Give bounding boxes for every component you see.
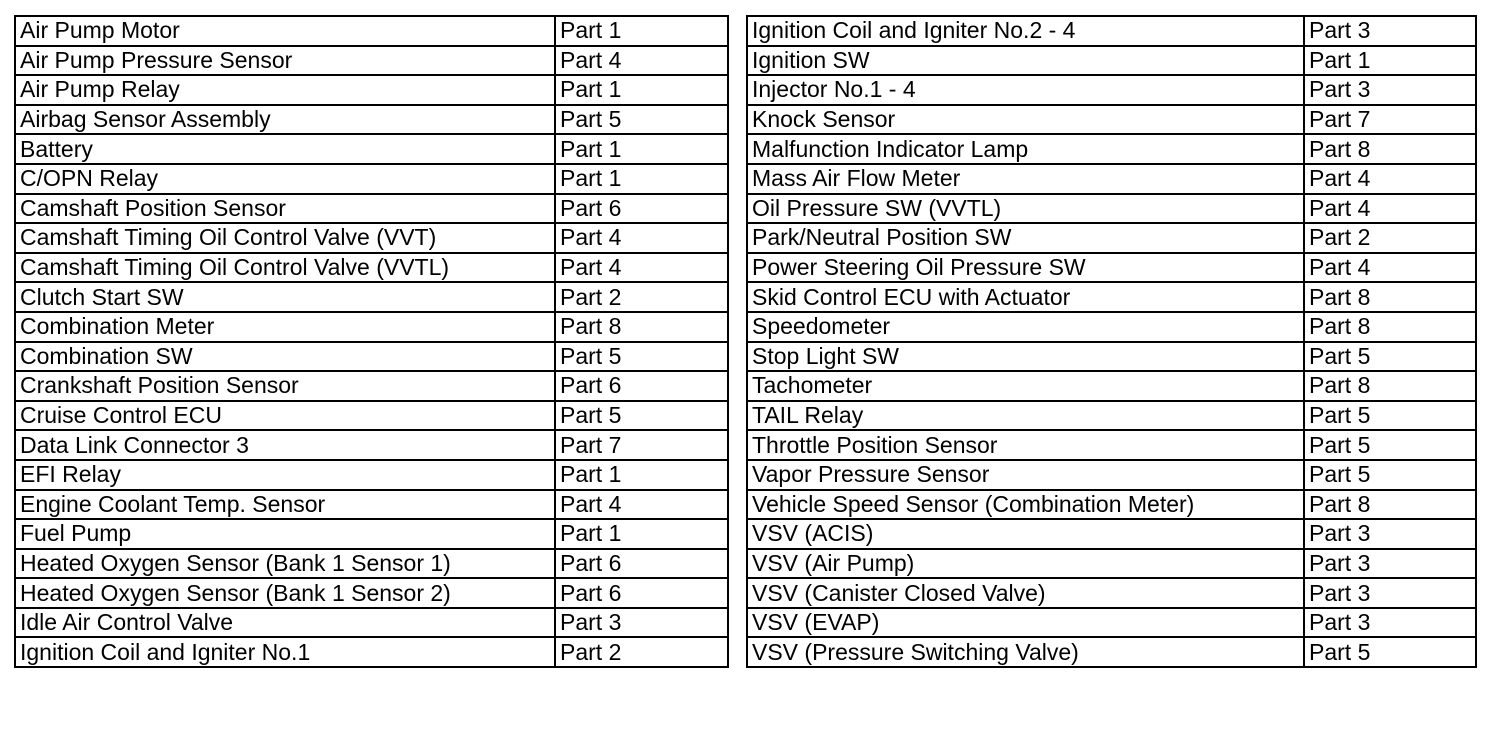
table-row [747,371,1476,401]
part-reference-cell: Part 5 [555,401,728,431]
table-row [15,578,728,608]
table-row [747,134,1476,164]
component-name-cell: Ignition Coil and Igniter No.2 - 4 [747,16,1304,46]
part-reference-cell: Part 1 [555,75,728,105]
component-name-cell: C/OPN Relay [15,164,555,194]
table-row [15,164,728,194]
component-name-cell: Combination SW [15,342,555,372]
table-row [747,223,1476,253]
part-reference-cell: Part 5 [1304,637,1476,667]
component-name-cell: VSV (Pressure Switching Valve) [747,637,1304,667]
table-row [747,105,1476,135]
table-row [747,401,1476,431]
component-name-cell: Tachometer [747,371,1304,401]
table-row [747,75,1476,105]
component-name-cell: EFI Relay [15,460,555,490]
component-name-cell: Heated Oxygen Sensor (Bank 1 Sensor 2) [15,578,555,608]
component-name-cell: Data Link Connector 3 [15,430,555,460]
part-reference-cell: Part 4 [1304,164,1476,194]
part-reference-cell: Part 3 [1304,549,1476,579]
part-reference-cell: Part 7 [555,430,728,460]
component-name-cell: VSV (Air Pump) [747,549,1304,579]
table-row [747,490,1476,520]
part-reference-cell: Part 4 [555,223,728,253]
table-row [15,401,728,431]
table-row [15,430,728,460]
table-row [747,16,1476,46]
part-reference-cell: Part 5 [555,342,728,372]
table-row [15,490,728,520]
table-row [747,430,1476,460]
component-name-cell: Knock Sensor [747,105,1304,135]
part-reference-cell: Part 2 [555,637,728,667]
part-reference-cell: Part 6 [555,578,728,608]
table-row [15,549,728,579]
component-name-cell: Camshaft Timing Oil Control Valve (VVTL) [15,253,555,283]
component-index-table-right [746,15,1477,668]
part-reference-cell: Part 5 [1304,460,1476,490]
table-row [15,282,728,312]
table-row [747,253,1476,283]
part-reference-cell: Part 1 [555,164,728,194]
part-reference-cell: Part 4 [555,490,728,520]
table-row [15,253,728,283]
part-reference-cell: Part 2 [555,282,728,312]
table-row [15,637,728,667]
table-row [15,134,728,164]
table-row [747,549,1476,579]
table-row [15,460,728,490]
part-reference-cell: Part 6 [555,549,728,579]
part-reference-cell: Part 4 [1304,194,1476,224]
table-row [15,75,728,105]
component-name-cell: Air Pump Motor [15,16,555,46]
part-reference-cell: Part 8 [1304,490,1476,520]
part-reference-cell: Part 4 [555,253,728,283]
component-name-cell: Battery [15,134,555,164]
part-reference-cell: Part 8 [1304,282,1476,312]
part-reference-cell: Part 8 [1304,371,1476,401]
component-name-cell: Ignition SW [747,46,1304,76]
component-name-cell: Idle Air Control Valve [15,608,555,638]
component-name-cell: VSV (EVAP) [747,608,1304,638]
component-name-cell: TAIL Relay [747,401,1304,431]
part-reference-cell: Part 6 [555,194,728,224]
table-row [15,519,728,549]
table-row [15,105,728,135]
table-row [15,342,728,372]
component-name-cell: Airbag Sensor Assembly [15,105,555,135]
part-reference-cell: Part 8 [1304,134,1476,164]
part-reference-cell: Part 5 [555,105,728,135]
component-name-cell: Power Steering Oil Pressure SW [747,253,1304,283]
table-row [747,637,1476,667]
table-row [747,46,1476,76]
table-row [747,164,1476,194]
part-reference-cell: Part 4 [1304,253,1476,283]
part-reference-cell: Part 5 [1304,342,1476,372]
component-name-cell: Stop Light SW [747,342,1304,372]
part-reference-cell: Part 2 [1304,223,1476,253]
component-name-cell: Clutch Start SW [15,282,555,312]
part-reference-cell: Part 1 [1304,46,1476,76]
component-name-cell: Oil Pressure SW (VVTL) [747,194,1304,224]
part-reference-cell: Part 3 [1304,578,1476,608]
component-name-cell: Park/Neutral Position SW [747,223,1304,253]
part-reference-cell: Part 3 [1304,16,1476,46]
component-name-cell: Camshaft Timing Oil Control Valve (VVT) [15,223,555,253]
component-name-cell: Vehicle Speed Sensor (Combination Meter) [747,490,1304,520]
component-name-cell: Malfunction Indicator Lamp [747,134,1304,164]
component-name-cell: VSV (ACIS) [747,519,1304,549]
table-row [15,312,728,342]
table-row [15,371,728,401]
table-row [747,460,1476,490]
part-reference-cell: Part 3 [1304,608,1476,638]
part-reference-cell: Part 1 [555,134,728,164]
part-reference-cell: Part 1 [555,460,728,490]
table-row [747,342,1476,372]
component-name-cell: VSV (Canister Closed Valve) [747,578,1304,608]
part-reference-cell: Part 8 [555,312,728,342]
component-name-cell: Combination Meter [15,312,555,342]
component-name-cell: Air Pump Pressure Sensor [15,46,555,76]
table-row [15,16,728,46]
component-name-cell: Injector No.1 - 4 [747,75,1304,105]
component-name-cell: Air Pump Relay [15,75,555,105]
component-name-cell: Cruise Control ECU [15,401,555,431]
table-row [15,608,728,638]
component-index-table-left [14,15,729,668]
part-reference-cell: Part 1 [555,519,728,549]
component-name-cell: Speedometer [747,312,1304,342]
part-reference-cell: Part 8 [1304,312,1476,342]
component-name-cell: Camshaft Position Sensor [15,194,555,224]
part-reference-cell: Part 7 [1304,105,1476,135]
table-row [747,194,1476,224]
table-row [747,312,1476,342]
part-reference-cell: Part 5 [1304,430,1476,460]
component-name-cell: Heated Oxygen Sensor (Bank 1 Sensor 1) [15,549,555,579]
part-reference-cell: Part 1 [555,16,728,46]
component-name-cell: Throttle Position Sensor [747,430,1304,460]
table-row [15,223,728,253]
part-reference-cell: Part 4 [555,46,728,76]
table-row [747,519,1476,549]
component-name-cell: Engine Coolant Temp. Sensor [15,490,555,520]
component-name-cell: Vapor Pressure Sensor [747,460,1304,490]
component-name-cell: Mass Air Flow Meter [747,164,1304,194]
table-row [15,194,728,224]
component-name-cell: Crankshaft Position Sensor [15,371,555,401]
table-row [747,578,1476,608]
part-reference-cell: Part 3 [1304,75,1476,105]
part-reference-cell: Part 3 [555,608,728,638]
table-row [15,46,728,76]
component-name-cell: Ignition Coil and Igniter No.1 [15,637,555,667]
part-reference-cell: Part 6 [555,371,728,401]
table-row [747,608,1476,638]
component-name-cell: Fuel Pump [15,519,555,549]
component-name-cell: Skid Control ECU with Actuator [747,282,1304,312]
part-reference-cell: Part 3 [1304,519,1476,549]
part-reference-cell: Part 5 [1304,401,1476,431]
table-row [747,282,1476,312]
